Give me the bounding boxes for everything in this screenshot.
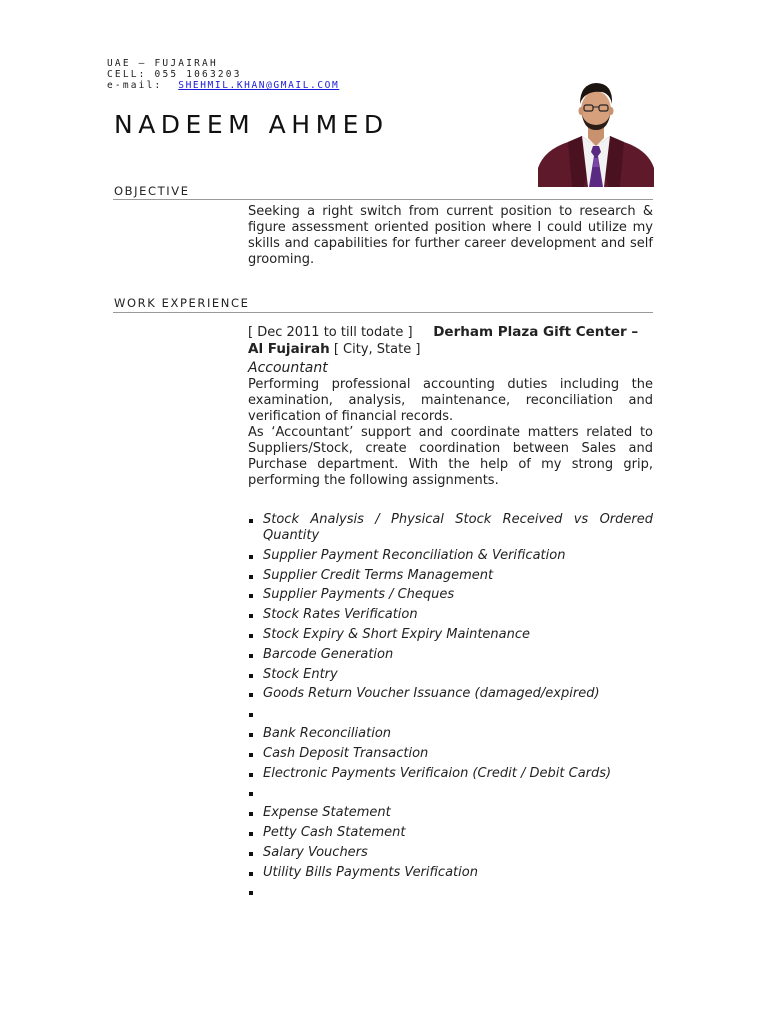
- duty-item: Utility Bills Payments Verification: [248, 865, 653, 881]
- job-title: Accountant: [248, 360, 328, 376]
- duty-item: Petty Cash Statement: [248, 825, 653, 841]
- job-company: Derham Plaza Gift Center – Al Fujairah: [248, 324, 639, 357]
- objective-divider: [113, 199, 653, 200]
- job-entry: [248, 324, 653, 489]
- duty-item: Barcode Generation: [248, 647, 653, 663]
- duty-item-empty: [248, 785, 653, 801]
- objective-text: Seeking a right switch from current position to research & figure assessment oriented position where I could utilize my skills and capabilities for further career development and self grooming.: [248, 204, 653, 267]
- work-experience-heading: WORK EXPERIENCE: [114, 296, 250, 310]
- job-description-2: As ‘Accountant’ support and coordinate matters related to Suppliers/Stock, create coordination between Sales and Purchase department. With the help of my strong grip, performing the following assignments.: [248, 425, 653, 488]
- email-label: e-mail:: [107, 80, 163, 91]
- contact-block: [107, 58, 339, 91]
- duty-item-empty: [248, 706, 653, 722]
- duty-item: Bank Reconciliation: [248, 726, 653, 742]
- duty-item: Cash Deposit Transaction: [248, 746, 653, 762]
- profile-photo-illustration: [538, 72, 654, 187]
- job-dates: [ Dec 2011 to till todate ]: [248, 325, 413, 340]
- job-description-1: Performing professional accounting duties including the examination, analysis, maintenance, reconciliation and verification of financial records.: [248, 377, 653, 424]
- duty-item: Expense Statement: [248, 805, 653, 821]
- duties-list: [248, 512, 653, 904]
- objective-heading: OBJECTIVE: [114, 184, 190, 198]
- duty-item: Supplier Credit Terms Management: [248, 568, 653, 584]
- work-experience-divider: [113, 312, 653, 313]
- job-location: [ City, State ]: [333, 342, 421, 357]
- duty-item: Salary Vouchers: [248, 845, 653, 861]
- profile-photo: [538, 72, 654, 187]
- duty-item: Stock Analysis / Physical Stock Received vs Ordered Quantity: [248, 512, 653, 544]
- duty-item: Stock Expiry & Short Expiry Maintenance: [248, 627, 653, 643]
- duty-item: Electronic Payments Verificaion (Credit / Debit Cards): [248, 766, 653, 782]
- job-header: [248, 324, 653, 358]
- duty-item: Supplier Payment Reconciliation & Verification: [248, 548, 653, 564]
- duty-item: Stock Entry: [248, 667, 653, 683]
- cell-line: [107, 69, 339, 80]
- email-line: [107, 80, 339, 91]
- duty-item-empty: [248, 884, 653, 900]
- cell-label: CELL:: [107, 69, 147, 80]
- duty-item: Supplier Payments / Cheques: [248, 587, 653, 603]
- duty-item: Stock Rates Verification: [248, 607, 653, 623]
- location-line: UAE – FUJAIRAH: [107, 58, 218, 69]
- candidate-name: NADEEM AHMED: [114, 110, 389, 139]
- cell-number: 055 1063203: [154, 69, 242, 80]
- duty-item: Goods Return Voucher Issuance (damaged/expired): [248, 686, 653, 702]
- email-link[interactable]: SHEHMIL.KHAN@GMAIL.COM: [178, 80, 340, 91]
